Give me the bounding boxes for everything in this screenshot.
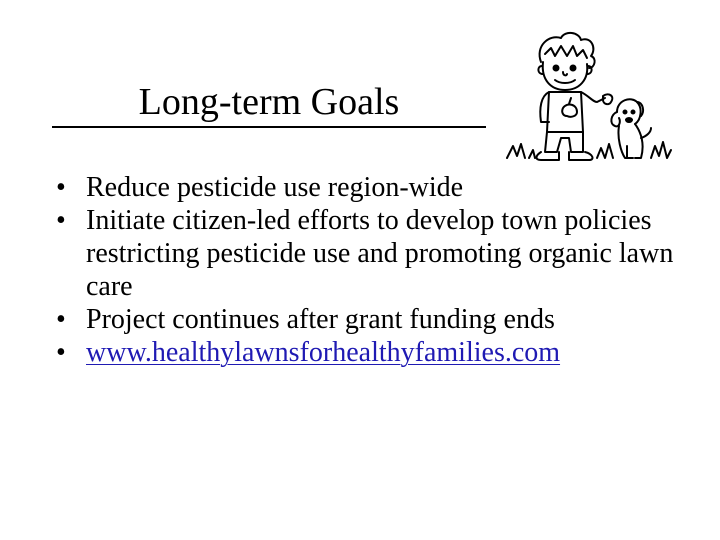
bullet-list — [56, 171, 696, 369]
bullet-marker: • — [56, 337, 66, 368]
bullet-text: Initiate citizen-led efforts to develop town policies restricting pesticide use and promoting organic lawn care — [86, 205, 674, 302]
bullet-item — [56, 204, 696, 303]
website-link[interactable]: www.healthylawnsforhealthyfamilies.com — [86, 337, 561, 368]
boy-with-dog-clipart — [505, 28, 673, 166]
slide-title — [52, 78, 486, 128]
bullet-text: Reduce pesticide use region-wide — [86, 172, 464, 203]
bullet-item — [56, 171, 696, 204]
bullet-text: Project continues after grant funding ends — [86, 304, 555, 335]
bullet-marker: • — [56, 172, 66, 203]
bullet-item — [56, 303, 696, 336]
bullet-item — [56, 336, 696, 369]
bullet-marker: • — [56, 205, 66, 236]
slide-title-text: Long-term Goals — [138, 81, 400, 123]
bullet-marker: • — [56, 304, 66, 335]
